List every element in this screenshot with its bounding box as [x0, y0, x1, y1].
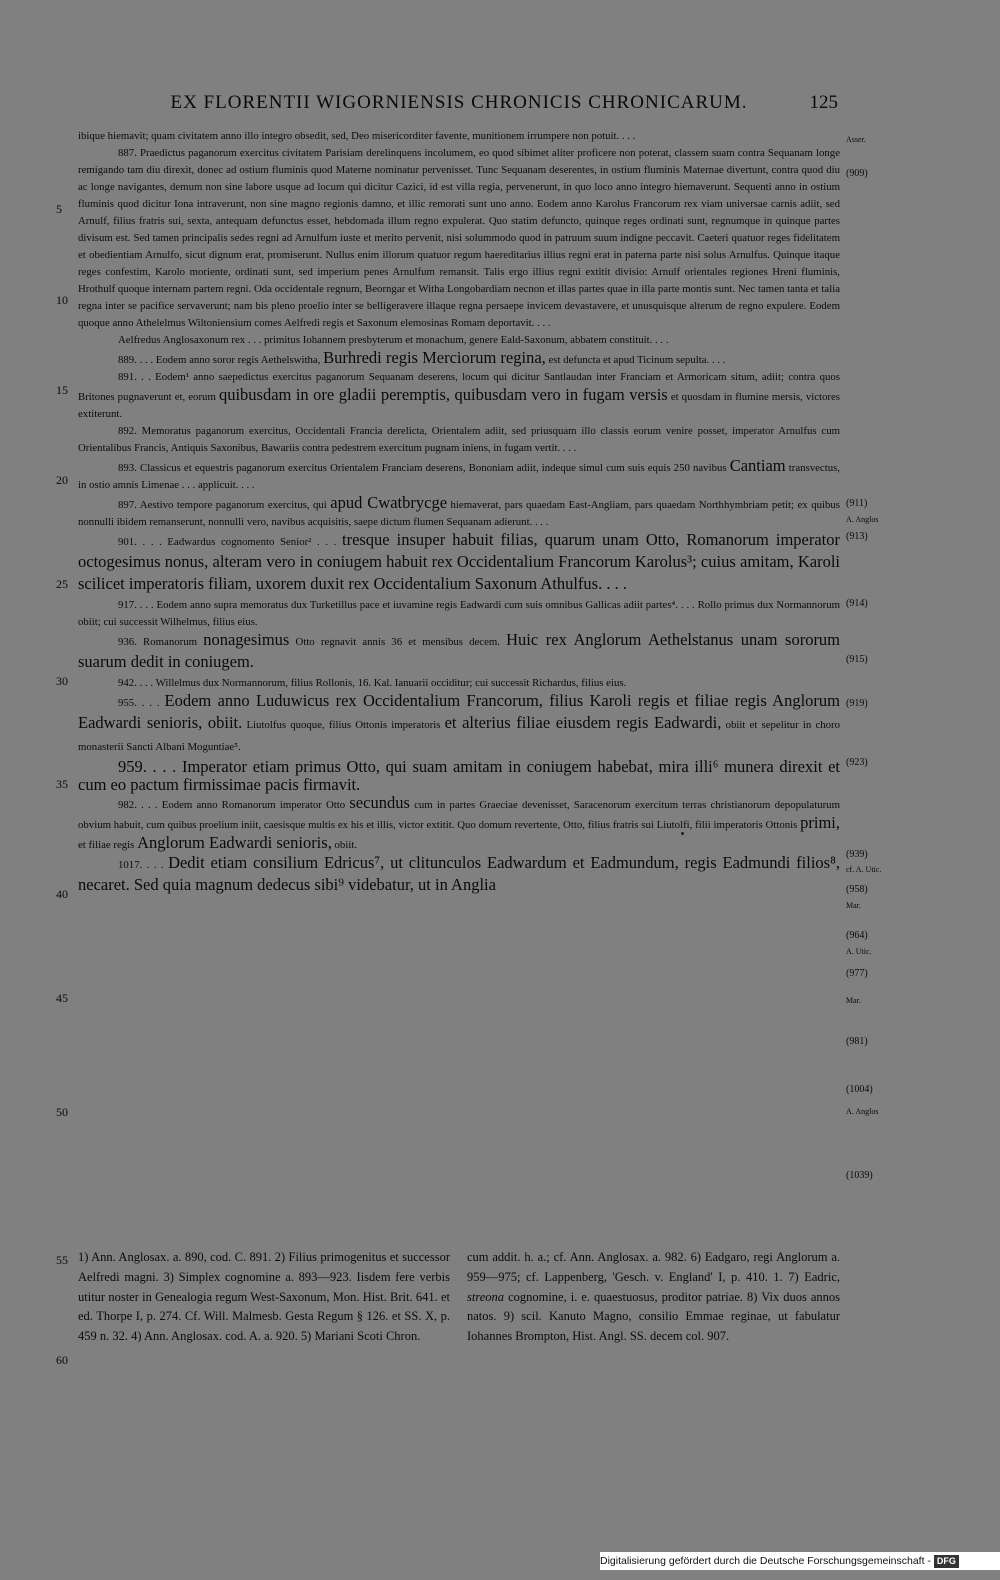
entry-text-large: Burhredi regis Merciorum regina, [323, 348, 546, 367]
entry-text-large: et alterius filiae eiusdem regis Eadwardi, [444, 713, 722, 732]
entry-text-large: apud Cwatbrycge [330, 493, 448, 512]
entry-text [78, 457, 840, 494]
line-number: 50 [56, 1105, 68, 1119]
entry-text-large: primi, [800, 813, 840, 832]
entry-text-small: 897. Aestivo tempore paganorum exercitus, qui [118, 499, 327, 511]
entry-text-large: secundus [349, 793, 410, 812]
entry-text-small: Otto regnavit annis 36 et mensibus decem. [295, 636, 500, 648]
footnote-text: cum addit. h. a.; cf. Ann. Anglosax. a. 982. 6) Eadgaro, regi Anglorum a. 959—975; cf. Lappenberg, 'Gesch. v. England' I, p. 410. 1. 7) Eadric, [467, 1250, 840, 1284]
entry-text-small: obiit et sepelitur in choro monasterii Sancti Albani Moguntiae⁵. [78, 719, 841, 753]
entry-955 [78, 692, 840, 758]
entry-text-small: 1017. . . . [118, 859, 164, 871]
line-number: 10 [56, 293, 68, 307]
entry-text-large: quibusdam in ore gladii peremptis, quibusdam vero in fugam versis [218, 385, 668, 404]
line-number: 15 [56, 383, 68, 397]
entry-889 [78, 349, 840, 369]
entry-text [78, 369, 840, 423]
digitization-footer [600, 1552, 1000, 1570]
entry-text-small: Liutolfus quoque, filius Ottonis imperatoris [246, 719, 441, 731]
margin-source: cf. A. Utic. [846, 865, 882, 874]
entry-aelfredus [78, 332, 840, 349]
entry-text-small: et filiae regis [78, 839, 135, 851]
margin-source: Mar. [846, 901, 861, 910]
entry-text-small: obiit. [334, 839, 358, 851]
entry-893 [78, 457, 840, 494]
margin-year: (964) [846, 930, 868, 941]
page-title: EX FLORENTII WIGORNIENSIS CHRONICIS CHRONICARUM. [170, 92, 748, 113]
page-number: 125 [809, 92, 838, 113]
margin-year: (1004) [846, 1084, 873, 1095]
line-number: 5 [56, 202, 62, 216]
entry-text-small: 893. Classicus et equestris paganorum exercitus Orientalem Franciam deserens, Bononiam adiit, indeque simul cum suis equis 250 navibus [118, 462, 727, 474]
margin-source: A. Anglos [846, 1107, 879, 1116]
margin-year: (919) [846, 698, 868, 709]
line-number: 20 [56, 473, 68, 487]
entry-text: ibique hiemavit; quam civitatem anno illo integro obsedit, sed, Deo misericorditer favente, munitionem irrumpere non potuit. . . . [78, 130, 636, 142]
entry-text-small: 901. . . . Eadwardus cognomento Senior² . . . [118, 536, 337, 548]
entry-text-large: Cantiam [729, 456, 786, 475]
entry-text: 942. . . . Willelmus dux Normannorum, filius Rollonis, 16. Kal. Ianuarii occiditur; cui successit Richardus, filius eius. [118, 677, 627, 689]
footnote-italic: streona [467, 1289, 505, 1304]
entry-text [78, 494, 840, 531]
entry-text [78, 349, 840, 369]
entry-text-large: Dedit etiam consilium Edricus⁷, ut clitunculos Eadwardum et Eadmundum, regis Eadmundi filios⁸, necaret. Sed quia magnum dedecus sibi⁹ videbatur, ut in Anglia [78, 853, 840, 894]
running-header [78, 92, 840, 112]
entry-936 [78, 631, 840, 675]
chronicle-text [78, 128, 840, 898]
entry-text-small: est defuncta et apud Ticinum sepulta. . . . [548, 354, 726, 366]
entry-text-small: transvectus, in ostio amnis Limenae . . . applicuit. . . . [78, 462, 841, 491]
entry-text-large: Huic rex Anglorum Aethelstanus unam sororum suarum dedit in coniugem. [78, 630, 841, 671]
entry-text-small: et quosdam in flumine mersis, victores extiterunt. [78, 391, 841, 420]
entry-text [78, 531, 840, 597]
entry-959 [78, 758, 840, 794]
margin-year: (939) [846, 849, 868, 860]
entry-text-large: Eodem anno Luduwicus rex Occidentalium Francorum, filius Karoli regis et filiae regis Anglorum Eadwardi senioris, obiit. [78, 691, 841, 732]
entry-917 [78, 597, 840, 631]
line-number: 60 [56, 1353, 68, 1367]
line-number: 25 [56, 577, 68, 591]
entry-text-large: tresque insuper habuit filias, quarum unam Otto, Romanorum imperator octogesimus nonus, alteram vero in coniugem habuit rex Occidentalium Francorum Karolus³; cuius amitam, Karoli scilicet imperatoris filiam, uxorem duxit rex Occidentalium Saxonum Athulfus. . . . [78, 530, 841, 593]
entry-901 [78, 531, 840, 597]
entry-897 [78, 494, 840, 531]
speck [681, 832, 684, 835]
line-number: 35 [56, 777, 68, 791]
entry-text-small: hiemaverat, pars quaedam East-Angliam, pars quaedam Northhymbriam petit; ex quibus nonnulli ibidem remanserunt, nonnulli vero, navibus acquisitis, saepe dictum flumen Sequanam adierunt. . . . [78, 499, 840, 528]
entry-text: Aelfredus Anglosaxonum rex . . . primitus Iohannem presbyterum et monachum, genere Eald-Saxonum, abbatem constituit. . . . [118, 334, 669, 346]
dfg-logo: DFG [934, 1555, 959, 1568]
entry-text: 892. Memoratus paganorum exercitus, Occidentali Francia derelicta, Orientalem adiit, sed priusquam illo classis eorum venire posset, imperator Arnulfus cum Orientalibus Francis, Antiquis Saxonibus, Bawariis contra pedestrem exercitum pugnam iniens, in fugam vertit. . . . [78, 425, 840, 454]
entry-text-small: 889. . . . Eodem anno soror regis Aethelswitha, [118, 354, 321, 366]
margin-year: (915) [846, 654, 868, 665]
margin-year: (923) [846, 757, 868, 768]
footnotes-right-column [467, 1248, 840, 1347]
line-number: 55 [56, 1253, 68, 1267]
entry-text [78, 631, 840, 675]
entry-text-large: Anglorum Eadwardi senioris, [137, 833, 332, 852]
margin-source: A. Anglos [846, 515, 879, 524]
margin-year: (909) [846, 168, 868, 179]
entry-text: 917. . . . Eodem anno supra memoratus dux Turketillus pace et iuvamine regis Eadwardi cum suis omnibus Gallicas adiit partes⁴. . . . Rollo primus dux Normannorum obiit; cui successit Wilhelmus, filius eius. [78, 599, 840, 628]
margin-year: (911) [846, 498, 868, 509]
entry-892 [78, 423, 840, 457]
entry-text [78, 854, 840, 898]
entry-text-small: 955. . . . [118, 697, 160, 709]
entry-text-small: 891. . . Eodem¹ anno saepedictus exercitus paganorum Sequanam deserens, locum qui dicitur Santlaudan inter Franciam et Armoricam situm, adiit; contra quos Britones pugnaverunt et, eorum [78, 371, 840, 403]
entry-text-small: 936. Romanorum [118, 636, 198, 648]
margin-year: (977) [846, 968, 868, 979]
entry-text-small: cum in partes Graeciae devenisset, Saracenorum exercitum terras christianorum depopulaturum obvium habuit, cum quibus proelium iniit, caesisque multis ex his et illis, victor extitit. Quo domum revertente, Otto, filius fratris sui Liutolfi, filii imperatoris Ottonis [78, 799, 840, 831]
margin-year: (1039) [846, 1170, 873, 1181]
margin-source: A. Utic. [846, 947, 872, 956]
margin-year: (981) [846, 1036, 868, 1047]
entry-carryover [78, 128, 840, 145]
line-number: 45 [56, 991, 68, 1005]
footnotes-left-column: 1) Ann. Anglosax. a. 890, cod. C. 891. 2) Filius primogenitus et successor Aelfredi magni. 3) Simplex cognomine a. 893—923. Iisdem fere verbis utitur noster in Genealogia regum West-Saxonum, Mon. Hist. Brit. 641. et ed. Thorpe I, p. 274. Cf. Will. Malmesb. Gesta Regum § 126. et SS. X, p. 459 n. 32. 4) Ann. Anglosax. cod. A. a. 920. 5) Mariani Scoti Chron. [78, 1250, 450, 1344]
entry-891 [78, 369, 840, 423]
entry-text [78, 794, 840, 854]
entry-text: 887. Praedictus paganorum exercitus civitatem Parisiam derelinquens incolumem, eo quod sibimet aliter proficere non poterat, classem suam contra Sequanam longe remigando tam diu direxit, donec ad ostium fluminis quod Materne nominatur pervenisset. Tunc Sequanam deserentes, in ostium fluminis Maternae divertunt, contra quod diu ac longe navigantes, demum non sine labore usque ad locum qui dicitur Cazici, id est villa regia, pervenerunt, in quo loco anno integro hiemaverunt. Sequenti anno in ostium fluminis quod dicitur Iona intraverunt, non sine magno regionis damno, et illic remorati sunt uno anno. Eodem anno Karolus Francorum rex viam universae carnis adiit, sed Arnulf, filius fratris sui, sexta, antequam defunctus esset, hebdomada illum regno expulerat. Quo statim defuncto, quinque reges ordinati sunt, regnumque in quinque partes divisum est. Sed tamen principalis sedes regni ad Arnulfum iuste et merito pervenit, nisi solummodo quod in patruum suum indigne peccavit. Caeteri quatuor reges fidelitatem et obedientiam Arnulfo, sicut dignum erat, promiserunt. Nullus enim illorum quatuor regum haereditarius illius regni erat in paterna parte nisi solus Arnulfus. Quinque itaque reges confestim, Karolo moriente, ordinati sunt, sed imperium penes Arnulfum remansit. Talis ergo illius regni extitit divisio: Arnulf orientales regiones Hreni fluminis, Hrothulf quoque internam partem regni. Oda occidentale regnum, Beorngar et Witha Longobardiam necnon et illas partes quae in illa parte montis sunt. Nec tamen tanta et talia regna inter se pacifice servaverunt; nam bis pleno proelio inter se belligeravere illaque regna persaepe invicem devastavere, et unusquisque alterum de regno expulere. Eodem quoque anno Athelelmus Wiltoniensium comes Aelfredi regis et Saxonum elemosinas Romam deportavit. . . . [78, 147, 840, 329]
entry-text [78, 692, 840, 758]
margin-year: (913) [846, 531, 868, 542]
margin-year: (914) [846, 598, 868, 609]
entry-text-small: 982. . . . Eodem anno Romanorum imperator Otto [118, 799, 346, 811]
entry-942 [78, 675, 840, 692]
entry-982 [78, 794, 840, 854]
entry-text-large: nonagesimus [203, 630, 290, 649]
line-number: 30 [56, 674, 68, 688]
entry-887 [78, 145, 840, 332]
entry-text-large: 959. . . . Imperator etiam primus Otto, qui suam amitam in coniugem habebat, mira illi⁶ munera direxit et cum eo pactum firmissimae pacis firmavit. [78, 757, 840, 794]
margin-year: (958) [846, 884, 868, 895]
line-number: 40 [56, 887, 68, 901]
margin-source: Mar. [846, 996, 861, 1005]
entry-1017 [78, 854, 840, 898]
footnote-text: cognomine, i. e. quaestuosus, proditor patriae. 8) Vix duos annos natos. 9) scil. Kanuto Magno, consilio Emmae reginae, ut fabulatur Iohannes Brompton, Hist. Angl. SS. decem col. 907. [467, 1289, 840, 1344]
footer-text: Digitalisierung gefördert durch die Deutsche Forschungsgemeinschaft - [600, 1555, 931, 1567]
margin-source: Asser. [846, 135, 866, 144]
